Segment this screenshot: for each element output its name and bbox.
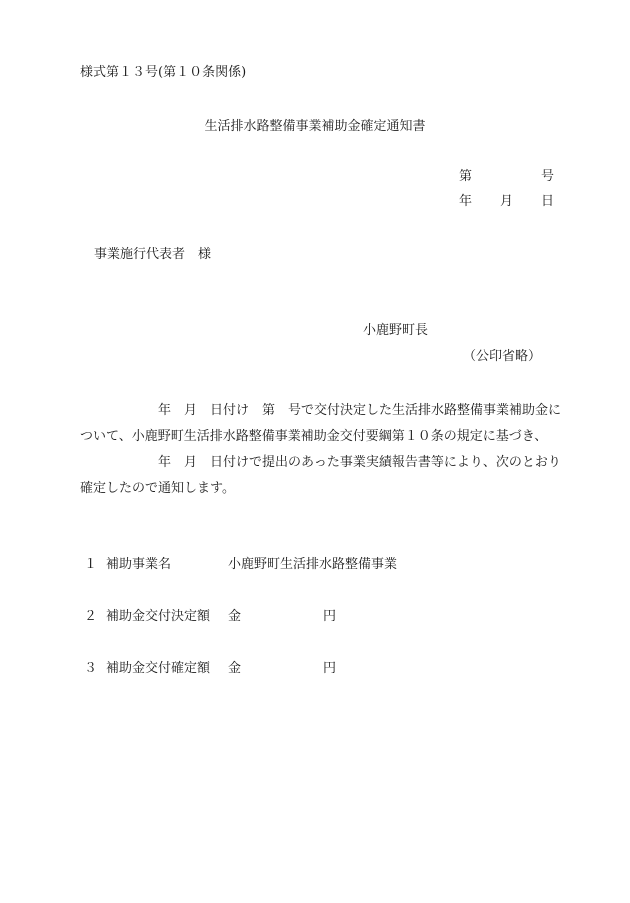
item-value: 小鹿野町生活排水路整備事業 [228, 557, 398, 572]
body-line: 年 月 日付け 第 号で交付決定した生活排水路整備事業補助金に [80, 403, 562, 418]
item-unit: 円 [323, 661, 337, 676]
document-title: 生活排水路整備事業補助金確定通知書 [204, 119, 426, 134]
form-number: 様式第１３号(第１０条関係) [80, 65, 247, 80]
item-label: 補助事業名 [106, 557, 172, 572]
body-line: 年 月 日付けで提出のあった事業実績報告書等により、次のとおり [80, 455, 561, 470]
document-number-prefix: 第 [459, 169, 473, 184]
item-number: ３ [84, 661, 98, 676]
item-value: 金 [228, 609, 242, 624]
issuer-title: 小鹿野町長 [363, 323, 429, 338]
item-number: １ [84, 557, 98, 572]
body-line: 確定したので通知します。 [80, 481, 235, 496]
item-grant-decision-amount [0, 610, 630, 626]
body-line: ついて、小鹿野町生活排水路整備事業補助金交付要綱第１０条の規定に基づき、 [80, 429, 548, 444]
item-subsidy-project-name [0, 558, 630, 574]
document-number-suffix: 号 [541, 169, 555, 184]
item-label: 補助金交付決定額 [106, 609, 211, 624]
recipient: 事業施行代表者 様 [94, 247, 212, 262]
seal-omitted-note: （公印省略） [463, 349, 542, 364]
item-unit: 円 [323, 609, 337, 624]
date-day-label: 日 [541, 194, 555, 209]
item-value: 金 [228, 661, 242, 676]
item-label: 補助金交付確定額 [106, 661, 211, 676]
date-year-label: 年 [459, 194, 473, 209]
date-month-label: 月 [500, 194, 514, 209]
item-number: ２ [84, 609, 98, 624]
item-grant-confirmed-amount [0, 662, 630, 678]
